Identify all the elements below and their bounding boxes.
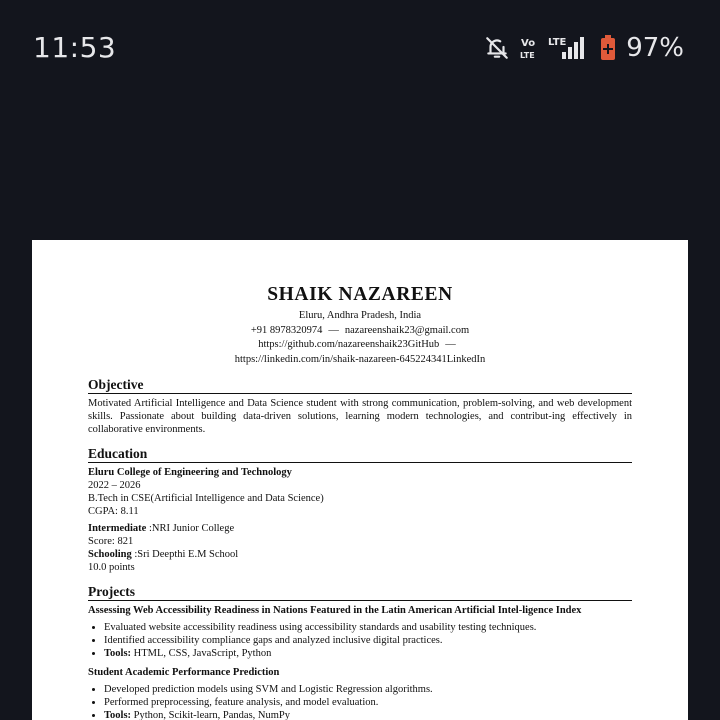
lte-label: LTE [548, 37, 567, 48]
tools-value: HTML, CSS, JavaScript, Python [133, 648, 272, 659]
schooling-school: :Sri Deepthi E.M School [134, 549, 239, 560]
project-bullets [88, 683, 632, 720]
tools-value: Python, Scikit-learn, Pandas, NumPy [133, 710, 290, 720]
resume [88, 284, 632, 720]
tools-label: Tools: [104, 710, 132, 720]
volte-label-vo: Vo [521, 38, 536, 49]
tools-label: Tools: [104, 648, 132, 659]
schooling-label: Schooling [88, 549, 132, 560]
schooling-score: 10.0 points [88, 562, 135, 573]
project-tools [104, 709, 632, 720]
resume-location: Eluru, Andhra Pradesh, India [298, 310, 422, 321]
contact-separator: — [328, 324, 339, 336]
resume-contact-line [88, 324, 632, 339]
battery-saver-icon [600, 35, 616, 61]
document-page[interactable] [32, 240, 688, 720]
project-item [88, 604, 632, 660]
resume-phone: +91 8978320974 [250, 324, 323, 336]
intermediate-score: Score: 821 [88, 536, 134, 547]
project-bullet: • Performed preprocessing, feature analysis, and model evaluation. [104, 696, 632, 709]
project-title: Student Academic Performance Prediction [88, 667, 280, 678]
battery-percent: 97% [626, 33, 684, 63]
github-separator: — [445, 339, 456, 350]
project-tools [104, 647, 632, 660]
resume-name: SHAIK NAZAREEN [267, 284, 453, 305]
resume-github-link[interactable]: https://github.com/nazareenshaik23GitHub [258, 339, 440, 350]
education-heading: Education [88, 446, 632, 463]
volte-icon [520, 36, 538, 60]
volte-label-lte: LTE [520, 51, 535, 60]
project-bullet: • Developed prediction models using SVM and Logistic Regression algorithms. [104, 683, 632, 696]
project-bullets [88, 621, 632, 660]
objective-heading: Objective [88, 377, 632, 394]
intermediate-school: :NRI Junior College [148, 523, 235, 534]
project-item [88, 666, 632, 720]
projects-heading: Projects [88, 584, 632, 601]
status-clock: 11:53 [33, 31, 117, 64]
project-title: Assessing Web Accessibility Readiness in Nations Featured in the Latin American Artificial Intel-ligence Index [88, 605, 582, 616]
resume-github-line [88, 338, 632, 353]
education-degree: B.Tech in CSE(Artificial Intelligence and Data Science) [88, 493, 324, 504]
education-cgpa: CGPA: 8.11 [88, 506, 139, 517]
resume-email[interactable]: nazareenshaik23@gmail.com [344, 324, 470, 336]
notifications-off-icon [484, 35, 510, 61]
education-intermediate [88, 522, 632, 535]
education-years: 2022 – 2026 [88, 480, 141, 491]
lte-signal-icon [548, 35, 590, 61]
intermediate-label: Intermediate [88, 523, 147, 534]
status-icons [484, 33, 684, 63]
project-bullet: • Identified accessibility compliance gaps and analyzed inclusive digital practices. [104, 634, 632, 647]
resume-linkedin-link[interactable]: https://linkedin.com/in/shaik-nazareen-645224341LinkedIn [234, 353, 486, 365]
status-bar [0, 0, 720, 100]
project-bullet: • Evaluated website accessibility readiness using accessibility standards and usability testing techniques. [104, 621, 632, 634]
education-college: Eluru College of Engineering and Technology [88, 467, 292, 478]
objective-text: Motivated Artificial Intelligence and Data Science student with strong communication, problem-solving, and web development skills. Passionate about building data-driven solutions, learning modern technologies, and contribut-ing effectively in collaborative environments. [88, 398, 632, 435]
education-schooling [88, 548, 632, 561]
